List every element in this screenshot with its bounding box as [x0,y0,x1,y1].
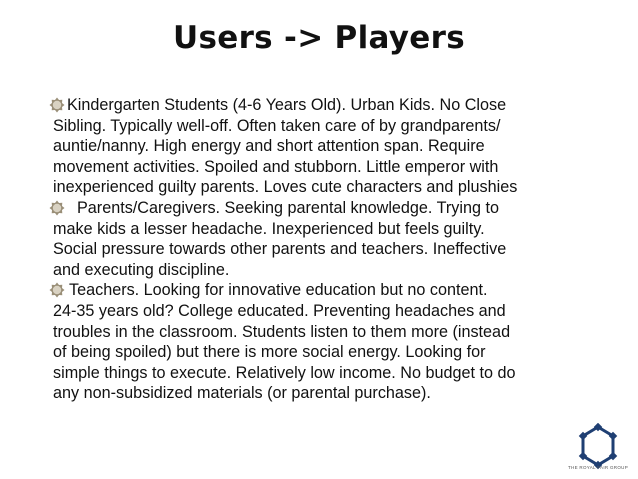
bullet-line: any non-subsidized materials (or parental purchase). [53,384,431,403]
bullet-line: of being spoiled) but there is more social energy. Looking for [53,343,486,362]
company-logo [571,423,625,471]
bullet-line: Parents/Caregivers. Seeking parental knowledge. Trying to [77,198,500,217]
slide-title: Users -> Players [173,20,465,56]
bullet-line: troubles in the classroom. Students listen to them more (instead [53,322,511,341]
bullet-line: simple things to execute. Relatively low income. No budget to do [53,363,516,382]
bullet-item [53,95,593,198]
gear-bullet-icon [49,97,65,113]
bullet-line: Sibling. Typically well-off. Often taken care of by grandparents/ [53,116,501,135]
bullet-line: auntie/nanny. High energy and short attention span. Require [53,137,485,156]
bullet-line: 24-35 years old? College educated. Preventing headaches and [53,301,506,320]
bullet-list [53,95,593,404]
bullet-item [53,280,593,404]
gear-bullet-icon [49,200,65,216]
bullet-line: Teachers. Looking for innovative education but no content. [69,281,488,300]
bullet-line: Kindergarten Students (4-6 Years Old). Urban Kids. No Close [67,96,507,114]
bullet-line: movement activities. Spoiled and stubborn. Little emperor with [53,157,499,176]
logo-text: THE ROYAL FAIR GROUP [567,465,628,470]
bullet-item [53,198,593,280]
bullet-line: inexperienced guilty parents. Loves cute characters and plushies [53,178,518,197]
bullet-line: Social pressure towards other parents and teachers. Ineffective [53,240,507,259]
bullet-line: and executing discipline. [53,260,230,279]
bullet-line: make kids a lesser headache. Inexperienced but feels guilty. [53,219,485,238]
gear-bullet-icon [49,282,65,298]
